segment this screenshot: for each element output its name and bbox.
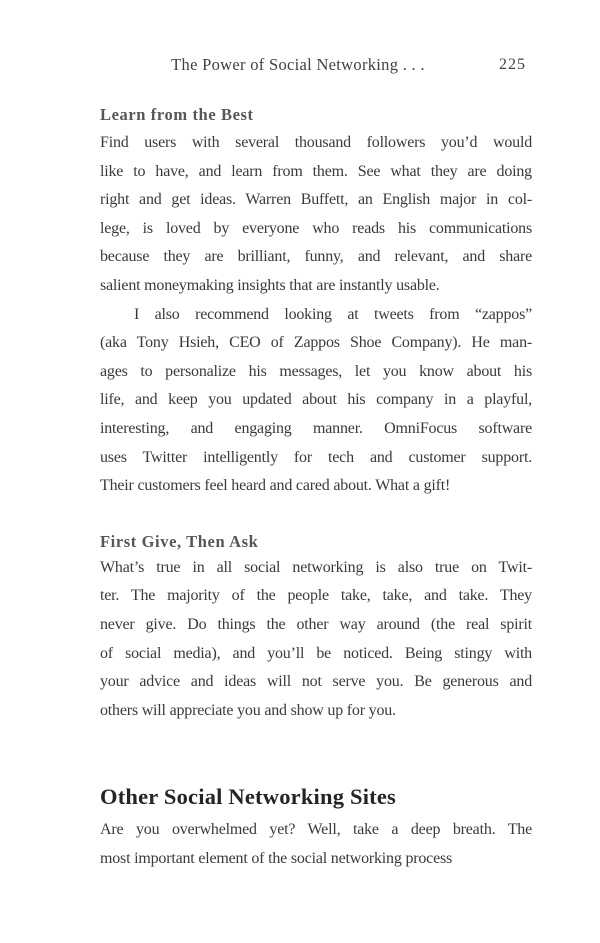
running-header bbox=[100, 0, 532, 76]
text-line: ter. The majority of the people take, take, and take. They bbox=[100, 587, 532, 605]
text-line: ages to personalize his messages, let you know about his bbox=[100, 362, 532, 380]
paragraph bbox=[100, 301, 532, 501]
text-line: because they are brilliant, funny, and relevant, and share bbox=[100, 248, 532, 266]
section-heading-first-give-then-ask: First Give, Then Ask bbox=[100, 531, 259, 551]
section-heading-other-social-networking-sites: Other Social Networking Sites bbox=[100, 784, 396, 810]
text-line: Their customers feel heard and cared about. What a gift! bbox=[100, 477, 451, 495]
paragraph bbox=[100, 129, 532, 301]
text-line: others will appreciate you and show up for you. bbox=[100, 701, 396, 719]
text-line: Are you overwhelmed yet? Well, take a deep breath. The bbox=[100, 821, 532, 839]
text-line: like to have, and learn from them. See what they are doing bbox=[100, 162, 532, 180]
text-line: your advice and ideas will not serve you. Be generous and bbox=[100, 673, 532, 691]
running-header-title: The Power of Social Networking . . . bbox=[171, 55, 425, 74]
paragraph bbox=[100, 816, 532, 873]
text-line: of social media), and you’ll be noticed. Being stingy with bbox=[100, 644, 532, 662]
text-line: right and get ideas. Warren Buffett, an English major in col- bbox=[100, 191, 532, 209]
paragraph bbox=[100, 554, 532, 726]
text-line: lege, is loved by everyone who reads his communications bbox=[100, 219, 532, 237]
text-line: uses Twitter intelligently for tech and customer support. bbox=[100, 448, 532, 466]
text-line: salient moneymaking insights that are instantly usable. bbox=[100, 276, 440, 294]
text-line: I also recommend looking at tweets from “zappos” bbox=[134, 305, 532, 323]
section-heading-learn-from-the-best: Learn from the Best bbox=[100, 105, 254, 124]
text-line: life, and keep you updated about his company in a playful, bbox=[100, 391, 532, 409]
text-line: most important element of the social networking process bbox=[100, 849, 453, 867]
text-line: (aka Tony Hsieh, CEO of Zappos Shoe Company). He man- bbox=[100, 334, 532, 352]
text-line: Find users with several thousand followers you’d would bbox=[100, 134, 532, 151]
text-line: never give. Do things the other way around (the real spirit bbox=[100, 615, 532, 633]
page-number: 225 bbox=[499, 56, 526, 73]
text-column bbox=[100, 0, 532, 873]
text-line: What’s true in all social networking is also true on Twit- bbox=[100, 558, 532, 576]
text-line: interesting, and engaging manner. OmniFocus software bbox=[100, 419, 532, 437]
